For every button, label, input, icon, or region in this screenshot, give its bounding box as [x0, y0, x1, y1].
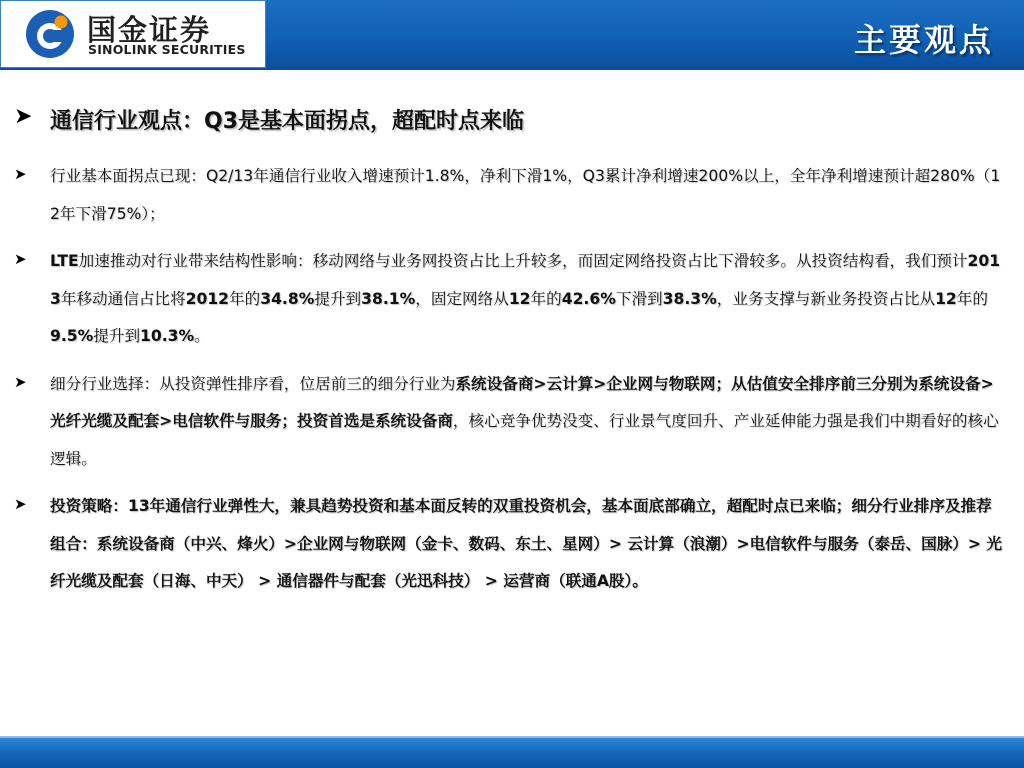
logo-english-name: SINOLINK SECURITIES: [88, 42, 246, 57]
bullet-text-regular: 提升到: [314, 289, 362, 308]
bullet-text-regular: 年的: [530, 289, 562, 308]
bullet-item: [14, 158, 1004, 233]
bullet-text: [50, 158, 1004, 233]
sinolink-logo-icon: [25, 9, 75, 59]
bullet-arrow-icon: ➤: [14, 165, 27, 183]
bullet-arrow-icon: ➤: [14, 104, 33, 129]
bullet-text-bold: 12: [508, 289, 531, 308]
bullet-text: [50, 243, 1004, 356]
bullet-text-regular: 行业基本面拐点已现：Q2/13年通信行业收入增速预计1.8%，净利下滑1%，Q3累计净利增速200%以上，全年净利增速预计超280%（12年下滑75%）；: [50, 167, 1001, 223]
bullet-text-regular: 加速推动对行业带来结构性影响：移动网络与业务网投资占比上升较多，而固定网络投资占比下滑较多。从投资结构看，我们预计: [78, 252, 968, 270]
bullet-arrow-icon: ➤: [14, 372, 27, 391]
company-logo: [0, 0, 266, 68]
bullet-text-bold: 38.1%: [361, 289, 416, 308]
bullet-text: [50, 366, 1004, 479]
bullet-item: [14, 488, 1004, 601]
bullet-text: [50, 488, 1004, 601]
footer-band: [0, 738, 1024, 768]
bullet-text-bold: 2013: [50, 252, 1001, 308]
section-heading: [14, 104, 1004, 140]
page-title: 主要观点: [853, 21, 994, 59]
bullet-text-bold: 12: [935, 289, 957, 308]
bullet-text-bold: 9.5%: [50, 327, 94, 345]
bullet-text-regular: 年的: [956, 289, 988, 308]
bullet-list: [14, 158, 1004, 611]
bullet-text-regular: 年移动通信占比将: [60, 289, 186, 308]
bullet-text-bold: 34.8%: [260, 289, 315, 308]
bullet-text-bold: 38.3%: [662, 289, 717, 308]
bullet-item: [14, 366, 1004, 479]
bullet-item: [14, 243, 1004, 356]
bullet-text-bold: LTE: [50, 252, 79, 270]
bullet-text-bold: 投资策略：13年通信行业弹性大，兼具趋势投资和基本面反转的双重投资机会，基本面底部确立，超配时点已来临；细分行业排序及推荐组合：系统设备商（中兴、烽火）>企业网与物联网（金卡、数码、东土、星网）> 云计算（浪潮）>电信软件与服务（泰岳、国脉）> 光纤光缆及配套（日海、中天） > 通信器件与配套（光迅科技） > 运营商（联通A股）。: [50, 497, 1002, 590]
bullet-text-bold: 2012: [185, 289, 230, 308]
bullet-text-regular: ，核心竞争优势没变、行业景气度回升、产业延伸能力强是我们中期看好的核心逻辑。: [50, 412, 999, 468]
bullet-text-bold: 系统设备商>云计算>企业网与物联网；从估值安全排序前三分别为系统设备>光纤光缆及配套>电信软件与服务；投资首选是系统设备商: [50, 374, 994, 430]
bullet-text-regular: 年的: [229, 289, 261, 308]
logo-chinese-name: 国金证券: [87, 13, 212, 47]
bullet-text-regular: ，业务支撑与新业务投资占比从: [716, 289, 936, 308]
bullet-text-regular: ，固定网络从: [415, 289, 509, 308]
bullet-arrow-icon: ➤: [14, 250, 27, 268]
bullet-text-bold: 10.3%: [140, 327, 195, 345]
bullet-text-regular: 下滑到: [615, 289, 663, 308]
bullet-arrow-icon: ➤: [14, 495, 27, 513]
bullet-text-regular: 。: [194, 327, 210, 345]
bullet-text-regular: 提升到: [93, 327, 141, 345]
heading-text: 通信行业观点：Q3是基本面拐点，超配时点来临: [50, 109, 525, 134]
bullet-text-regular: 细分行业选择：从投资弹性排序看，位居前三的细分行业为: [50, 374, 456, 393]
bullet-text-bold: 42.6%: [561, 289, 616, 308]
